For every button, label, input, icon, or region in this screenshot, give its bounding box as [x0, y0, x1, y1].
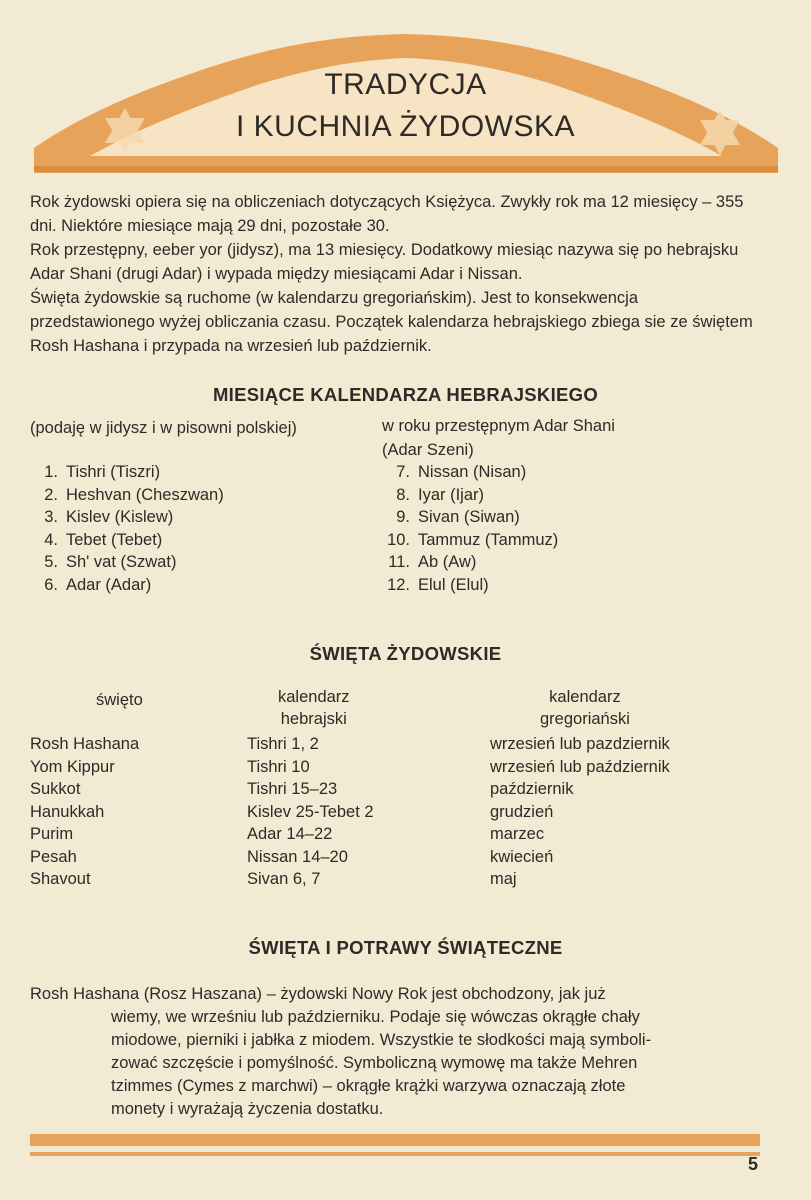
list-item: 6. Adar (Adar): [44, 575, 152, 594]
page-title: [0, 64, 811, 148]
intro-text: [30, 190, 765, 358]
months-note-left: (podaję w jidysz i w pisowni polskiej): [30, 419, 297, 437]
holidays-heading: ŚWIĘTA ŻYDOWSKIE: [309, 643, 502, 664]
list-item: 1. Tishri (Tiszri): [44, 463, 161, 481]
footer-ornament-bar: [30, 1134, 760, 1164]
intro-paragraph-1: Rok żydowski opiera się na obliczeniach dotyczących Księżyca. Zwykły rok ma 12 miesięcy – 355 dni. Niektóre miesiące mają 29 dni, pozostałe 30.: [30, 193, 744, 235]
holidays-table: [30, 733, 730, 891]
dishes-line-3: miodowe, pierniki i jabłka z miodem. Wszystkie te słodkości mają symboli-: [111, 1031, 652, 1049]
intro-paragraph-3: Święta żydowskie są ruchome (w kalendarzu gregoriańskim). Jest to konsekwencja przedstawionego wyżej obliczania czasu. Początek kalendarza hebrajskiego zbiega sie ze świętem Rosh Hashana i przypada na wrzesień lub październik.: [30, 289, 753, 355]
table-row: Pesah Nissan 14–20 kwiecień: [30, 847, 554, 866]
list-item: 11. Ab (Aw): [388, 553, 477, 571]
months-list-left: [30, 461, 224, 596]
list-item: 2. Heshvan (Cheszwan): [44, 485, 224, 504]
months-note-right-line-1: w roku przestępnym Adar Shani: [382, 417, 615, 435]
intro-paragraph-2: Rok przestępny, eeber yor (jidysz), ma 13 miesięcy. Dodatkowy miesiąc nazywa się po hebrajsku Adar Shani (drugi Adar) i wypada między miesiącami Adar i Nissan.: [30, 241, 739, 283]
months-note-right-line-2: (Adar Szeni): [382, 441, 474, 459]
dishes-line-1: Rosh Hashana (Rosz Haszana) – żydowski Nowy Rok jest obchodzony, jak już: [30, 985, 606, 1003]
list-item: 5. Sh' vat (Szwat): [44, 553, 177, 571]
dishes-heading: ŚWIĘTA I POTRAWY ŚWIĄTECZNE: [248, 937, 563, 958]
table-row: Rosh Hashana Tishri 1, 2 wrzesień lub pazdziernik: [30, 735, 670, 753]
list-item: 12. Elul (Elul): [387, 575, 489, 594]
title-line-1: TRADYCJA: [324, 68, 487, 101]
page-number: 5: [748, 1154, 759, 1174]
holidays-col-hebrew-header: kalendarz hebrajski: [278, 688, 350, 728]
dishes-line-4: zować szczęście i pomyślność. Symboliczną wymowę ma także Mehren: [111, 1054, 638, 1072]
dishes-text: [30, 983, 760, 1121]
table-row: Yom Kippur Tishri 10 wrzesień lub październik: [30, 757, 670, 776]
list-item: 10. Tammuz (Tammuz): [387, 530, 559, 549]
list-item: 7. Nissan (Nisan): [396, 463, 527, 481]
table-row: Purim Adar 14–22 marzec: [30, 825, 545, 843]
months-list-right: [370, 461, 558, 596]
months-heading: MIESIĄCE KALENDARZA HEBRAJSKIEGO: [212, 384, 599, 405]
list-item: 3. Kislev (Kislew): [44, 508, 174, 526]
title-line-2: I KUCHNIA ŻYDOWSKA: [235, 110, 576, 143]
list-item: 4. Tebet (Tebet): [44, 530, 163, 549]
table-row: Sukkot Tishri 15–23 październik: [30, 780, 574, 798]
list-item: 9. Sivan (Siwan): [396, 508, 520, 526]
table-row: Hanukkah Kislev 25-Tebet 2 grudzień: [30, 802, 554, 821]
months-note-right: [382, 414, 615, 462]
dishes-line-6: monety i wyrażają życzenia dostatku.: [111, 1100, 384, 1118]
dishes-line-5: tzimmes (Cymes z marchwi) – okrągłe krążki warzywa oznaczają złote: [111, 1077, 626, 1095]
table-row: Shavout Sivan 6, 7 maj: [30, 870, 517, 888]
dishes-line-2: wiemy, we wrześniu lub październiku. Podaje się wówczas okrągłe chały: [111, 1008, 640, 1026]
holidays-col-name-header: święto: [96, 691, 143, 709]
holidays-col-gregorian-header: kalendarz gregoriański: [540, 688, 630, 728]
list-item: 8. Iyar (Ijar): [396, 485, 484, 504]
